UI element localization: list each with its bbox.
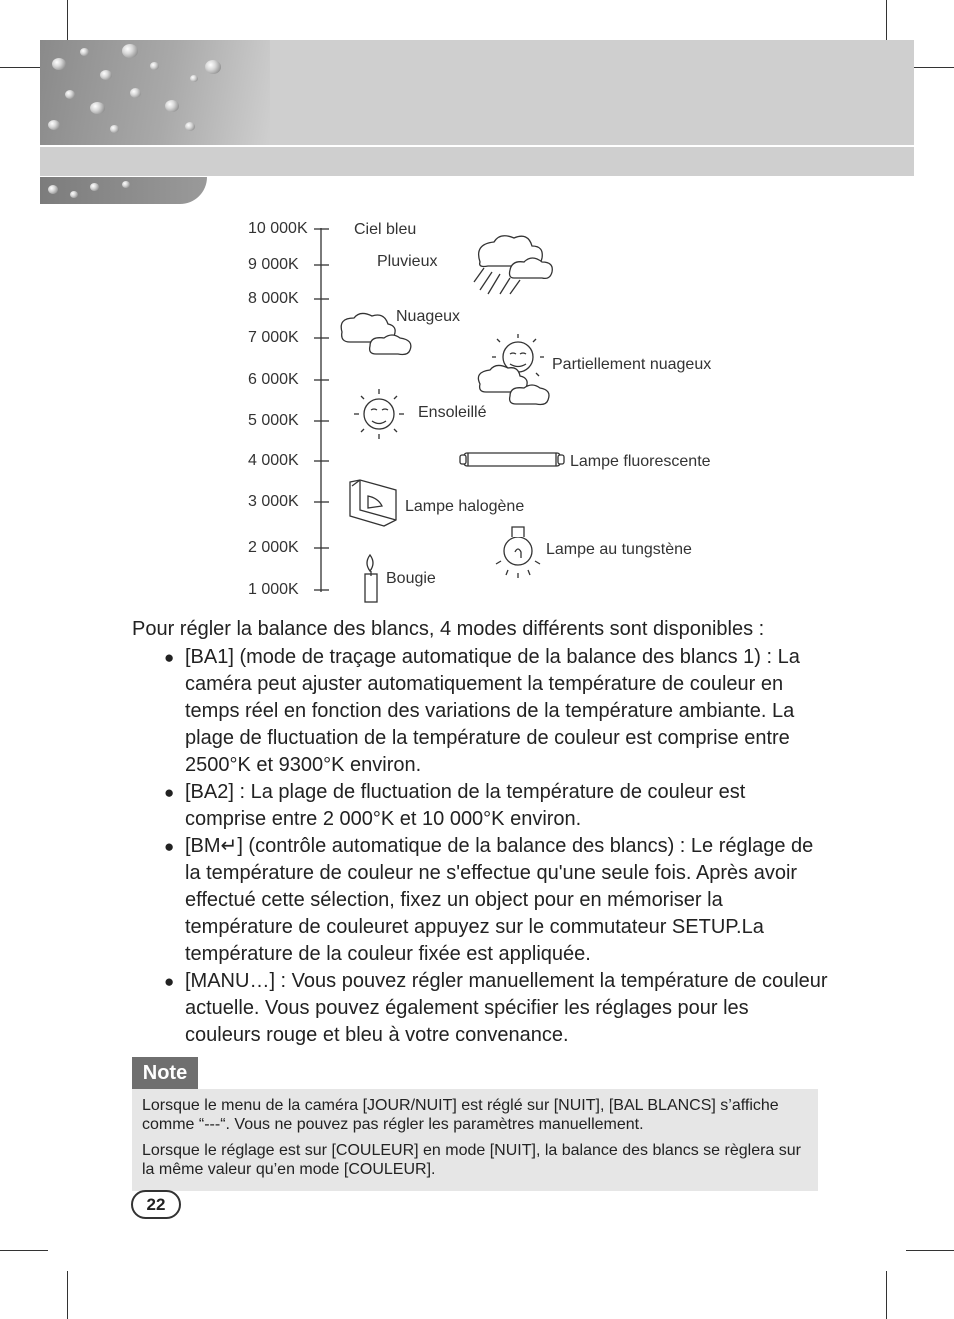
list-item — [164, 833, 828, 968]
note-paragraph: Lorsque le menu de la caméra [JOUR/NUIT] est réglé sur [NUIT], [BAL BLANCS] s’affiche comme “---“. Vous ne pouvez pas régler les paramètres manuellement. — [142, 1097, 779, 1133]
kelvin-label: 3 000K — [248, 493, 299, 510]
crop-mark — [886, 1271, 887, 1319]
intro-paragraph: Pour régler la balance des blancs, 4 modes différents sont disponibles : — [132, 618, 765, 640]
label-fluorescent: Lampe fluorescente — [570, 453, 711, 470]
kelvin-label: 4 000K — [248, 452, 299, 469]
label-tungsten: Lampe au tungstène — [546, 541, 692, 558]
label-halogen: Lampe halogène — [405, 498, 525, 515]
crop-mark — [906, 1250, 954, 1251]
bullet-text: [MANU…] : Vous pouvez régler manuellement la température de couleur actuelle. Vous pouvez également spécifier les réglages pour les couleurs rouge et bleu à votre convenance. — [185, 970, 828, 1046]
fluorescent-tube-icon — [460, 453, 564, 466]
kelvin-label: 2 000K — [248, 539, 299, 556]
mode-list — [164, 644, 828, 1049]
note-paragraph: Lorsque le réglage est sur [COULEUR] en mode [NUIT], la balance des blancs se règlera sur la même valeur qu’en mode [COULEUR]. — [142, 1142, 801, 1178]
crop-mark — [0, 1250, 48, 1251]
halogen-lamp-icon — [350, 480, 396, 526]
rain-cloud-icon — [474, 236, 552, 294]
label-cloudy: Nuageux — [396, 308, 461, 325]
label-partly-cloudy: Partiellement nuageux — [552, 356, 712, 373]
header-divider — [40, 145, 914, 147]
bullet-text: [BM↵] (contrôle automatique de la balance des blancs) : Le réglage de la température de couleur ne s'effectue qu'une seule fois. Après avoir effectué cette sélection, fixez un object pour en mémoriser la température de couleuret appuyez sur le commutateur SETUP.La température de la couleur fixée est appliquée. — [185, 835, 814, 965]
bullet-icon: ● — [164, 783, 175, 802]
kelvin-label: 6 000K — [248, 371, 299, 388]
kelvin-label: 1 000K — [248, 581, 299, 598]
bullet-text: [BA2] : La plage de fluctuation de la température de couleur est comprise entre 2 000°K et 10 000°K environ. — [185, 781, 746, 830]
kelvin-label: 10 000K — [248, 220, 308, 237]
label-sunny: Ensoleillé — [418, 404, 487, 421]
kelvin-label: 9 000K — [248, 256, 299, 273]
bullet-icon: ● — [164, 837, 175, 856]
list-item — [164, 968, 828, 1049]
section-tab-decoration — [40, 177, 207, 204]
crop-mark — [67, 1271, 68, 1319]
partly-cloudy-icon — [478, 334, 549, 405]
list-item — [164, 644, 828, 779]
kelvin-label: 5 000K — [248, 412, 299, 429]
note-tag: Note — [132, 1057, 198, 1089]
candle-icon — [365, 555, 377, 602]
list-item — [164, 779, 828, 833]
label-candle: Bougie — [386, 570, 436, 587]
bullet-text: [BA1] (mode de traçage automatique de la balance des blancs 1) : La caméra peut ajuster automatiquement la température de couleur en temps réel en fonction des variations de la température ambiante. La plage de fluctuation de la température de couleur est comprise entre 2500°K et 9300°K environ. — [185, 646, 800, 776]
note-box — [132, 1089, 818, 1191]
water-drops-decoration — [40, 40, 270, 145]
bullet-icon: ● — [164, 972, 175, 991]
light-bulb-icon — [496, 527, 540, 578]
label-rainy: Pluvieux — [377, 253, 438, 270]
label-blue-sky: Ciel bleu — [354, 221, 417, 238]
page-number: 22 — [131, 1190, 181, 1219]
sun-icon — [354, 389, 404, 439]
kelvin-label: 7 000K — [248, 329, 299, 346]
kelvin-label: 8 000K — [248, 290, 299, 307]
bullet-icon: ● — [164, 648, 175, 667]
